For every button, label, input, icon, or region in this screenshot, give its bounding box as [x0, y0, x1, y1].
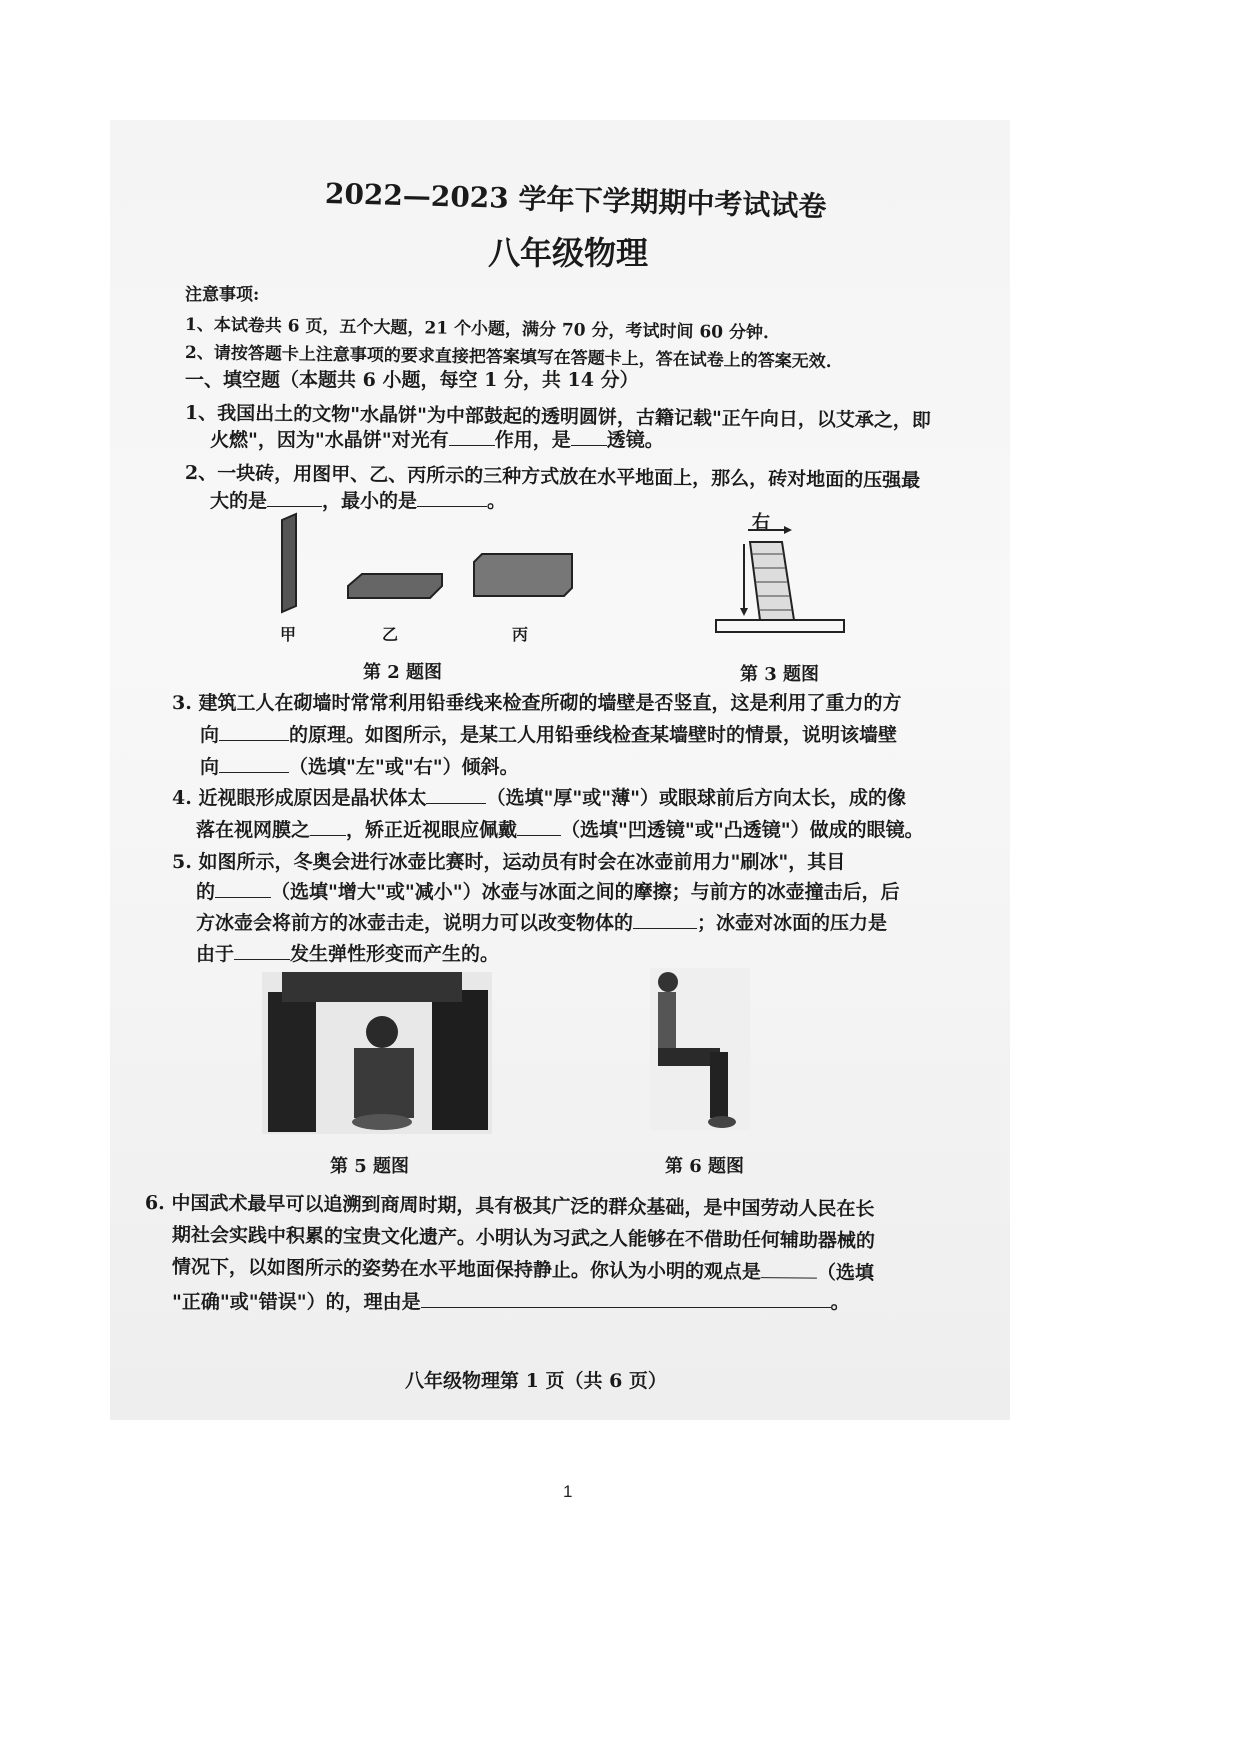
- exam-subtitle: 八年级物理: [488, 234, 649, 272]
- label-yi: 乙: [382, 625, 399, 644]
- answer-blank[interactable]: [219, 772, 289, 773]
- text: （选填"左"或"右"）倾斜。: [289, 756, 519, 778]
- text: 4. 近视眼形成原因是晶状体太: [172, 787, 427, 809]
- text: （选填"凹透镜"或"凸透镜"）做成的眼镜。: [561, 819, 924, 841]
- text: 的: [196, 881, 216, 903]
- answer-blank[interactable]: [633, 928, 697, 929]
- answer-blank[interactable]: [417, 506, 487, 507]
- page-footer: 八年级物理第 1 页（共 6 页）: [405, 1370, 667, 1392]
- text: 火燃"，因为"水晶饼"对光有: [210, 429, 449, 451]
- brick-figure: [270, 510, 610, 620]
- q1-line2: [210, 425, 664, 452]
- q5-line1: 5. 如图所示，冬奥会进行冰壶比赛时，运动员有时会在冰壶前用力"刷冰"，其目: [172, 851, 846, 873]
- answer-blank[interactable]: [267, 506, 322, 507]
- fig6-caption: 第 6 题图: [665, 1156, 745, 1177]
- answer-blank[interactable]: [517, 835, 561, 836]
- notes-heading: 注意事项:: [185, 285, 260, 305]
- q4-line1: [172, 783, 906, 810]
- q1-line1: 1、我国出土的文物"水晶饼"为中部鼓起的透明圆饼，古籍记载"正午向日，以艾承之，即: [184, 402, 931, 432]
- text: 大的是: [210, 490, 268, 512]
- arrow-label: 右: [752, 512, 770, 533]
- wall-sit-photo: [650, 968, 750, 1130]
- q5-line4: [196, 939, 499, 966]
- answer-blank[interactable]: [234, 959, 290, 960]
- text: 透镜。: [606, 429, 664, 451]
- section-heading: 一、填空题（本题共 6 小题，每空 1 分，共 14 分）: [185, 369, 639, 391]
- exam-title: 2022—2023 学年下学期期中考试试卷: [324, 177, 827, 224]
- q6-line1: 6. 中国武术最早可以追溯到商周时期，具有极其广泛的群众基础，是中国劳动人民在长: [144, 1192, 875, 1221]
- text: 的原理。如图所示，是某工人用铅垂线检查某墙壁时的情景，说明该墙壁: [289, 724, 898, 746]
- curling-photo: [262, 972, 492, 1134]
- label-bing: 丙: [512, 625, 529, 644]
- q3-line1: 3. 建筑工人在砌墙时常常利用铅垂线来检查所砌的墙壁是否竖直，这是利用了重力的方: [172, 692, 902, 714]
- answer-blank[interactable]: [310, 835, 346, 836]
- text: ，最小的是: [322, 490, 418, 512]
- q6-line2: 期社会实践中积累的宝贵文化遗产。小明认为习武之人能够在不借助任何辅助器械的: [171, 1224, 876, 1253]
- q4-line2: [196, 815, 924, 842]
- answer-blank[interactable]: [449, 445, 495, 446]
- answer-blank[interactable]: [215, 897, 271, 898]
- answer-blank[interactable]: [761, 1277, 817, 1278]
- text: 。: [830, 1291, 850, 1313]
- q2-line1: 2、一块砖，用图甲、乙、丙所示的三种方式放在水平地面上，那么，砖对地面的压强最: [184, 462, 921, 492]
- note-1: 1、本试卷共 6 页，五个大题，21 个小题，满分 70 分，考试时间 60 分钟.: [184, 315, 770, 344]
- text: 向: [200, 756, 220, 778]
- text: "正确"或"错误"）的，理由是: [172, 1291, 421, 1313]
- answer-blank[interactable]: [426, 803, 486, 804]
- answer-blank[interactable]: [421, 1307, 831, 1308]
- answer-blank[interactable]: [219, 740, 289, 741]
- text: ；冰壶对冰面的压力是: [697, 912, 888, 934]
- q5-line3: [196, 908, 887, 935]
- text: 。: [487, 490, 507, 512]
- text: 方冰壶会将前方的冰壶击走，说明力可以改变物体的: [196, 912, 634, 934]
- text: 落在视网膜之: [196, 819, 311, 841]
- fig2-caption: 第 2 题图: [363, 662, 443, 683]
- page-number: 1: [563, 1482, 573, 1501]
- answer-blank[interactable]: [571, 445, 607, 446]
- q3-line3: [200, 752, 519, 779]
- text: （选填: [816, 1261, 875, 1285]
- label-jia: 甲: [280, 625, 297, 644]
- text: 情况下，以如图所示的姿势在水平地面保持静止。你认为小明的观点是: [171, 1256, 762, 1284]
- text: 作用，是: [494, 429, 571, 451]
- plumb-wall-figure: [712, 520, 852, 640]
- text: （选填"增大"或"减小"）冰壶与冰面之间的摩擦；与前方的冰壶撞击后，后: [271, 881, 900, 903]
- fig5-caption: 第 5 题图: [330, 1156, 410, 1177]
- q3-line2: [200, 720, 897, 747]
- text: （选填"厚"或"薄"）或眼球前后方向太长，成的像: [486, 787, 907, 809]
- q5-line2: [196, 877, 900, 904]
- q6-line4: [172, 1287, 850, 1314]
- q2-line2: [210, 486, 506, 513]
- text: 向: [200, 724, 220, 746]
- note-2: 2、请按答题卡上注意事项的要求直接把答案填写在答题卡上，答在试卷上的答案无效.: [184, 343, 832, 373]
- text: 由于: [196, 943, 235, 965]
- fig3-caption: 第 3 题图: [740, 664, 820, 685]
- text: ，矫正近视眼应佩戴: [346, 819, 518, 841]
- text: 发生弹性形变而产生的。: [290, 943, 500, 965]
